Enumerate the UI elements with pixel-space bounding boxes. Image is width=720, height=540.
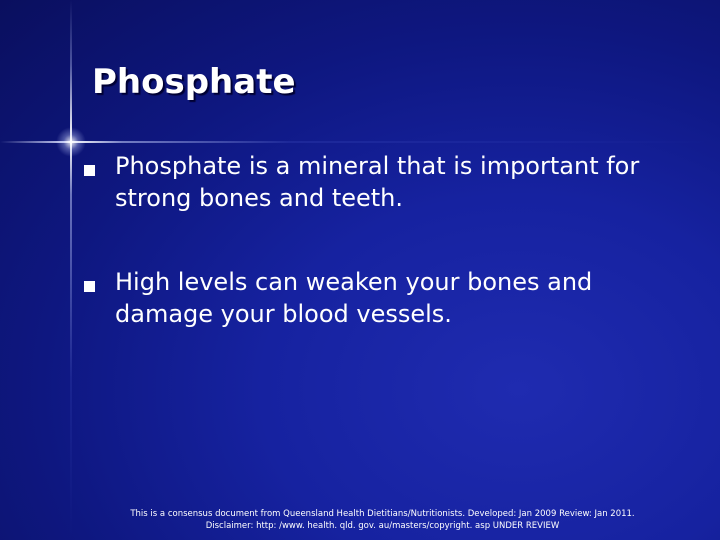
footer-line-source: This is a consensus document from Queensland Health Dietitians/Nutritionists. Developed: Jan 2009 Review: Jan 2011. bbox=[130, 509, 635, 519]
bullet-text: High levels can weaken your bones and damage your blood vessels. bbox=[115, 268, 593, 328]
bullet-item bbox=[84, 150, 684, 214]
square-bullet-icon bbox=[84, 165, 95, 176]
square-bullet-icon bbox=[84, 281, 95, 292]
bullet-text: Phosphate is a mineral that is important for strong bones and teeth. bbox=[115, 152, 640, 212]
bullet-list bbox=[84, 150, 684, 382]
sparkle-star-icon bbox=[56, 127, 86, 157]
sparkle-horizontal-line bbox=[0, 141, 720, 143]
footer-disclaimer bbox=[110, 508, 655, 532]
footer-line-disclaimer: Disclaimer: http: /www. health. qld. gov. au/masters/copyright. asp UNDER REVIEW bbox=[205, 521, 560, 531]
slide-title: Phosphate bbox=[92, 62, 296, 102]
bullet-item bbox=[84, 266, 684, 330]
sparkle-vertical-line bbox=[70, 0, 72, 540]
